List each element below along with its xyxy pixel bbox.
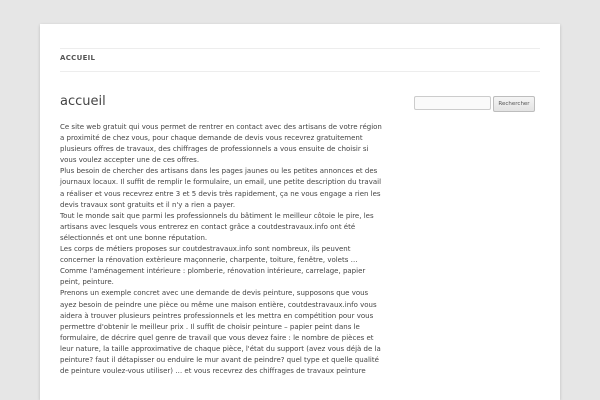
content-paragraph: Ce site web gratuit qui vous permet de rentrer en contact avec des artisans de votre région a proximité de chez vous, pour chaque demande de devis vous recevrez gratuitement plusieurs offres de travaux, des chiffrages de professionnels a vous ensuite de choisir si vous voulez accepter une de ces offres.: [60, 123, 382, 165]
site-container: [40, 24, 560, 400]
content-paragraph: Prenons un exemple concret avec une demande de devis peinture, supposons que vous ayez besoin de peindre une pièce ou même une maison entière, coutdestravaux.info vous aidera à trouver plusieurs peintres professionnels et les mettra en compétition pour vous permettre d'obtenir le meilleur prix . Il suffit de choisir peinture – papier peint dans le formulaire, de décrire quel genre de travail que vous devez faire : le nombre de pièces et leur nature, la taille approximative de chaque pièce, l'état du support (avez vous déjà de la peinture? faut il détapisser ou enduire le mur avant de peindre? quel type et quelle qualité de peinture voulez-vous utiliser) … et vous recevrez des chiffrages de travaux peinture: [60, 289, 381, 376]
search-button[interactable]: Rechercher: [493, 96, 535, 112]
main-content: [60, 94, 382, 377]
content-paragraph: Tout le monde sait que parmi les professionnels du bâtiment le meilleur côtoie le pire, les artisans avec lesquels vous entrerez en contact grâce a coutdestravaux.info ont été sélectionnés et ont une bonne réputation.: [60, 211, 374, 242]
content-paragraph: Les corps de métiers proposes sur coutdestravaux.info sont nombreux, ils peuvent concerner la rénovation extèrieure maçonnerie, charpente, toiture, fenêtre, volets … Comme l'aménagement intérieure : plomberie, rénovation intérieure, carrelage, papier peint, peinture.: [60, 245, 366, 287]
content-paragraph: Plus besoin de chercher des artisans dans les pages jaunes ou les petites annonces et des journaux locaux. Il suffit de remplir le formulaire, un email, une petite description du travail a réaliser et vous recevrez entre 3 et 5 devis très rapidement, ça ne vous engage a rien les devis travaux sont gratuits et il n'y a rien a payer.: [60, 167, 382, 209]
page-title: accueil: [60, 94, 106, 109]
nav-item-accueil[interactable]: ACCUEIL: [60, 54, 96, 62]
main-navigation: [60, 48, 540, 72]
entry-content: [60, 122, 382, 377]
search-input[interactable]: [414, 96, 491, 110]
